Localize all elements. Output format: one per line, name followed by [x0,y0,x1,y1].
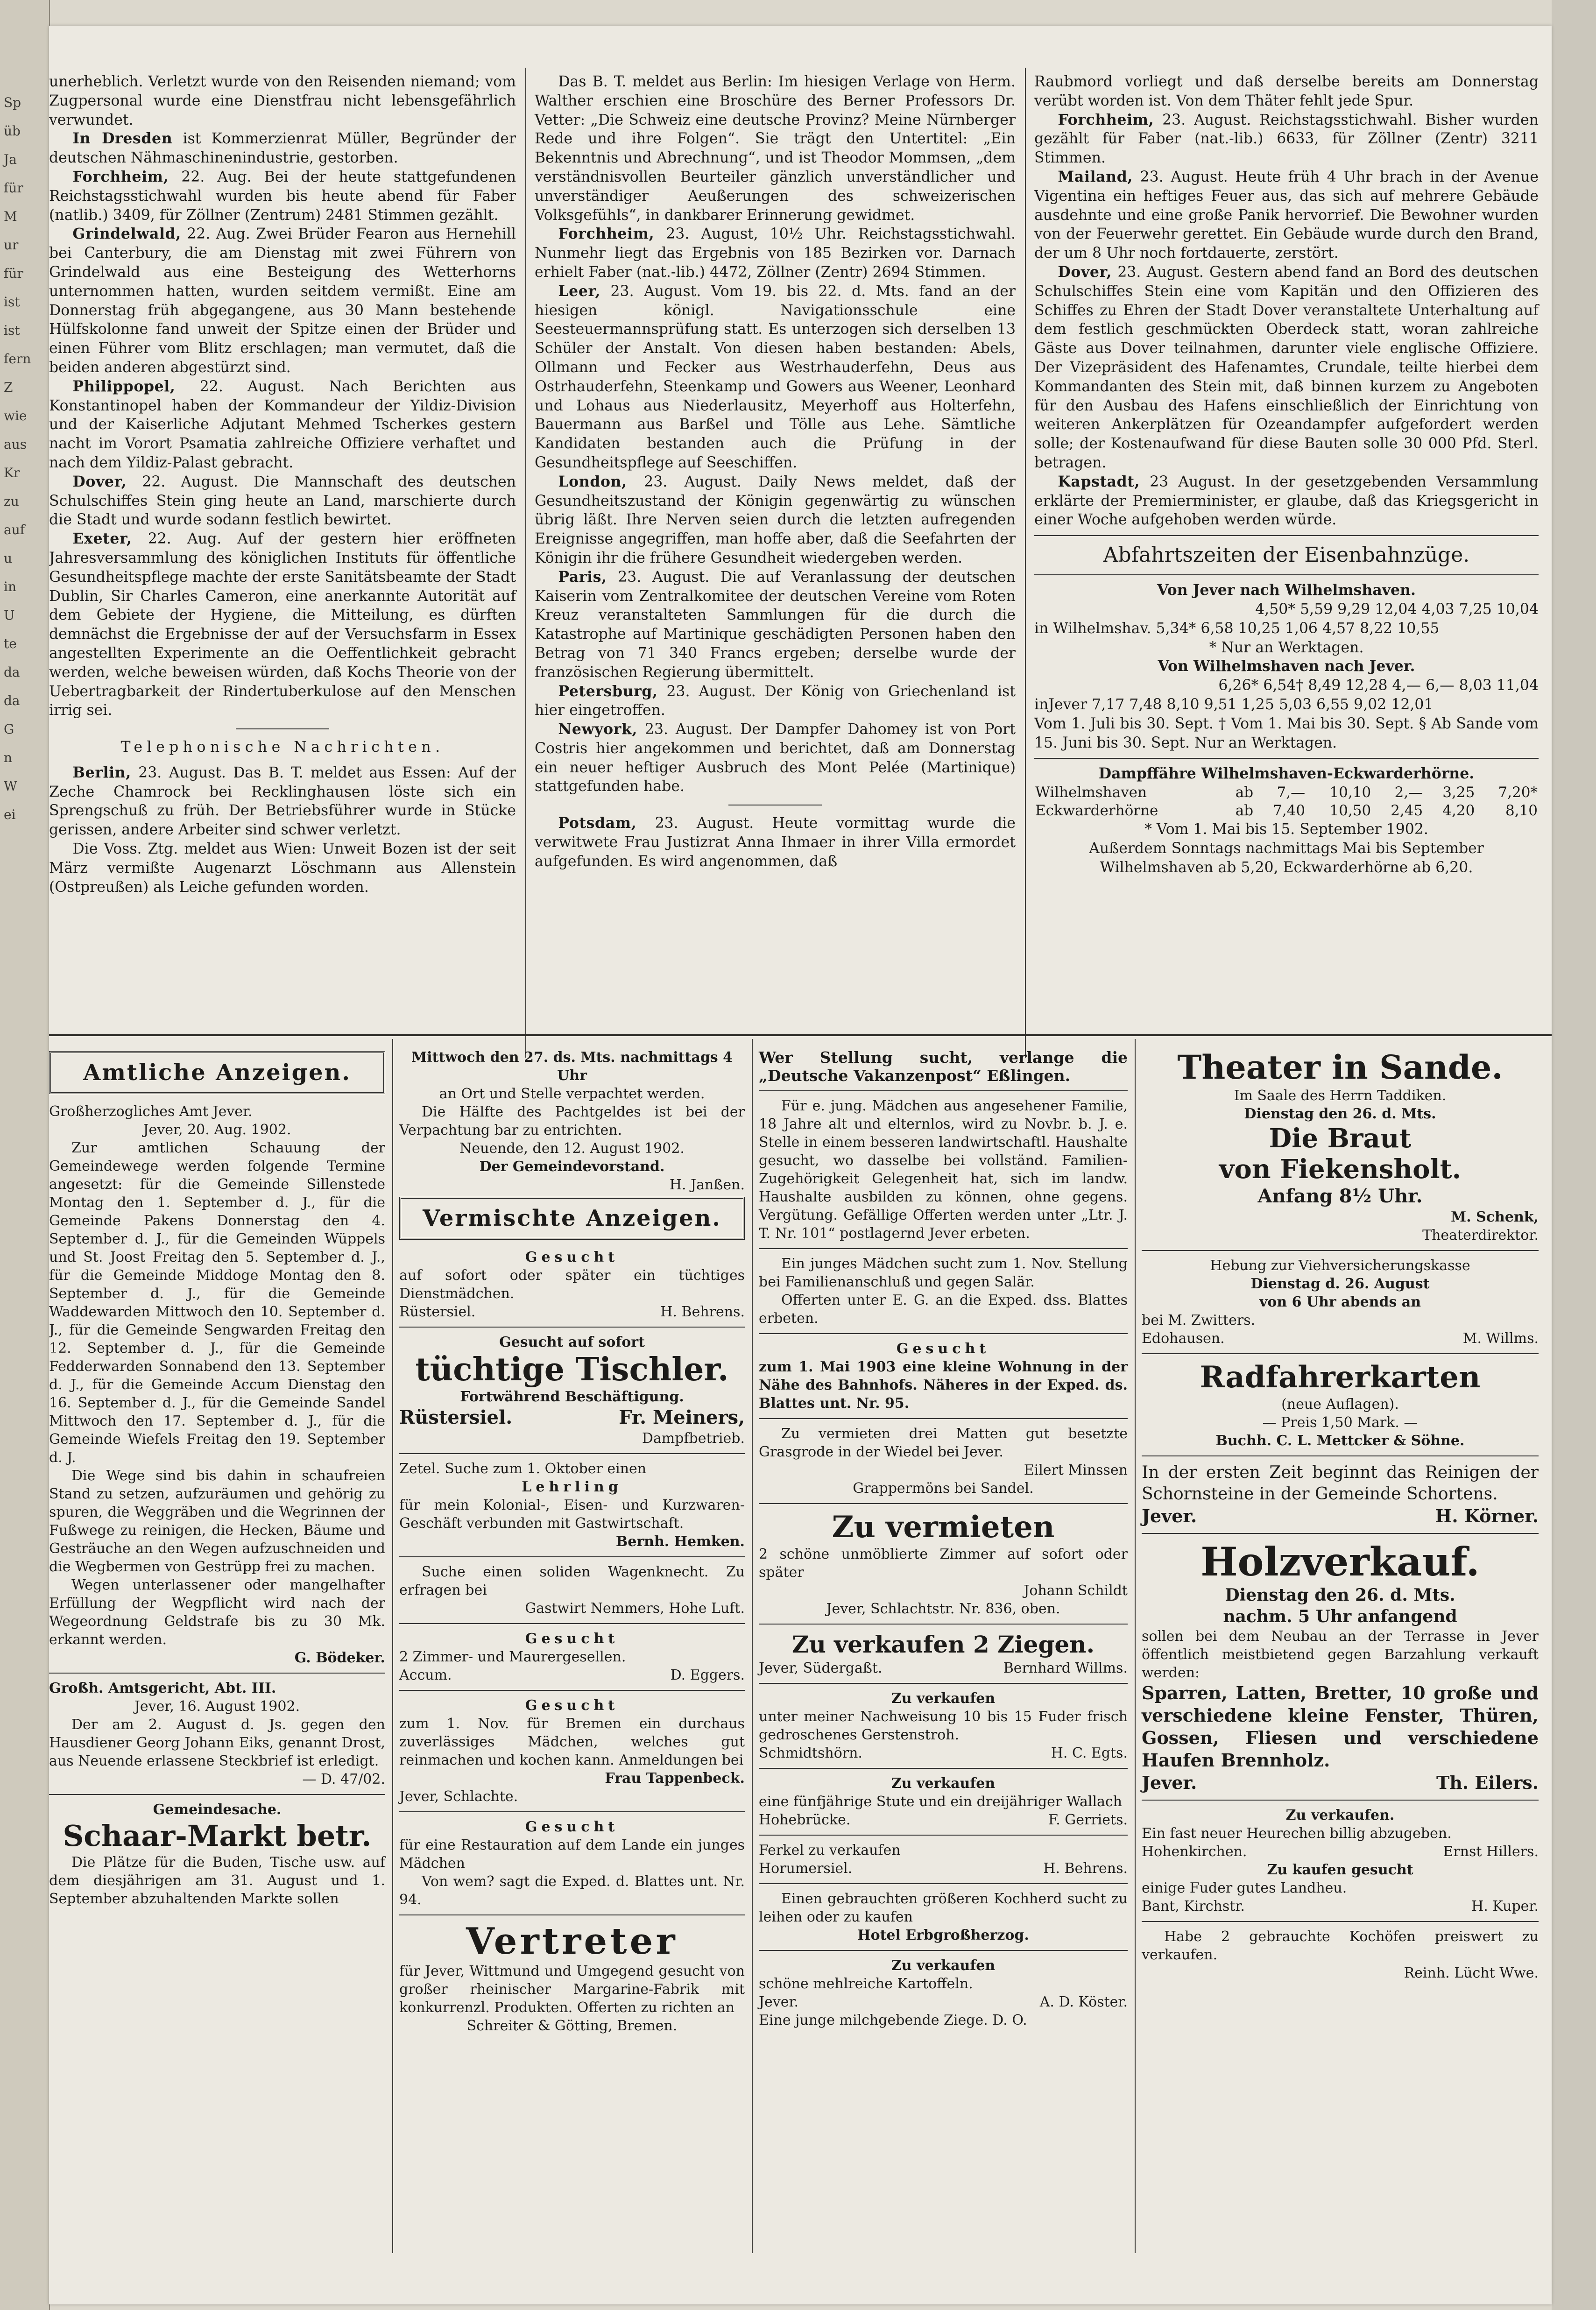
ad-line: Dienstag d. 26. August [1250,1276,1430,1292]
ad-line: Horumersiel. H. Behrens. [759,1860,1128,1877]
ad-text: Zetel. Suche zum 1. Oktober einen [399,1461,647,1477]
separator [759,1835,1128,1836]
ad-text: Habe 2 gebrauchte Kochöfen preiswert zu verkaufen. [1142,1929,1539,1963]
timetable-note: * Nur an Werktagen. [1209,639,1364,656]
ad-heading: tüchtige Tischler. [415,1351,729,1388]
news-paragraph: Petersburg, 23. August. Der König von Griechenland ist hier eingetroffen. [535,682,1016,719]
ferry-title: Dampffähre Wilhelmshaven-Eckwarderhörne. [1098,765,1475,783]
ad-heading: Zu verkaufen [891,1957,996,1974]
margin-fragment: n [4,750,13,765]
separator [1142,1800,1539,1801]
ad-text: Ein junges Mädchen sucht zum 1. Nov. Stellung bei Familienanschluß und gegen Salär. [759,1256,1128,1290]
timetable-note: Vom 1. Juli bis 30. Sept. † Vom 1. Mai bis 30. Sept. § Ab Sande vom 15. Juni bis 30. Sept. Nur an Werktagen. [1034,715,1539,751]
ad-line: Jever, Schlachte. [399,1788,518,1805]
margin-fragment: Ja [4,152,17,167]
news-paragraph: unerheblich. Verletzt wurde von den Reisenden niemand; vom Zugpersonal wurde eine Dienstfrau nicht lebensgefährlich verwundet. [49,73,516,128]
separator [1142,1353,1539,1354]
news-paragraph: London, 23. August. Daily News meldet, daß der Gesundheitszustand der Königin gegenwärtig zu wünschen übrig läßt. Ihre Nerven seien durch die letzten aufregenden Ereignisse angegriffen, man hoffe aber, daß die Seefahrten der Königin ihr die frühere Gesundheit wiedergeben werden. [535,473,1016,566]
separator [1142,1455,1539,1456]
news-paragraph: Forchheim, 22. Aug. Bei der heute stattgefundenen Reichstagsstichwahl wurden bis heute abend für Faber (natlib.) 3409, für Zöllner (Zentrum) 2481 Stimmen gezählt. [49,168,516,224]
ad-text: für Jever, Wittmund und Umgegend gesucht von großer rheinischer Margarine-Fabrik mit konkurrenzl. Produkten. Offerten zu richten an [399,1963,745,2016]
ad-line: Jever, 20. Aug. 1902. [143,1122,291,1138]
ad-heading: Holzverkauf. [1201,1539,1480,1585]
margin-fragment: für [4,180,23,196]
ads-column-4 [1142,1048,1539,1982]
news-paragraph: Newyork, 23. August. Der Dampfer Dahomey ist von Port Costris hier angekommen und berichtet, daß am Donnerstag ein neuer heftiger Ausbruch des Mont Pelée (Martinique) stattgefunden habe. [535,721,1016,795]
timetable-subtitle: Von Wilhelmshaven nach Jever. [1158,657,1415,675]
ad-line: Edohausen. M. Willms. [1142,1330,1539,1347]
separator [399,1811,745,1812]
margin-fragment: Z [4,380,13,395]
news-paragraph: Dover, 22. August. Die Mannschaft des deutschen Schulschiffes Stein ging heute an Land, marschierte durch die Stadt und wurde sodann festlich bewirtet. [49,473,516,529]
column-rule [392,1039,393,2253]
margin-fragment: ur [4,237,19,253]
ad-signature: Schreiter & Götting, Bremen. [466,2018,678,2034]
ad-line: Großh. Amtsgericht, Abt. III. [49,1680,276,1696]
margin-fragment: in [4,579,16,594]
ferry-row: Eckwarderhörne ab 7,40 10,50 2,45 4,20 8,10 [1035,802,1538,819]
ads-column-1 [49,1048,385,1908]
ad-text: Suche einen soliden Wagenknecht. Zu erfragen bei [399,1564,745,1598]
ad-line: nachm. 5 Uhr anfangend [1223,1607,1457,1626]
ad-line: Hebung zur Viehversicherungskasse [1210,1257,1470,1274]
margin-fragment: da [4,664,20,680]
ad-text: Zu vermieten drei Matten gut besetzte Grasgrode in der Wiedel bei Jever. [759,1426,1128,1460]
ad-signature: Eilert Minssen [1024,1462,1128,1478]
news-column-3 [1034,72,1539,877]
column-rule [1135,1039,1136,2253]
ad-line: Jever, 16. August 1902. [134,1698,300,1715]
ad-text: Die Hälfte des Pachtgeldes ist bei der Verpachtung bar zu entrichten. [399,1104,745,1138]
ferry-note: * Vom 1. Mai bis 15. September 1902. [1144,821,1428,838]
separator [759,1883,1128,1884]
separator [399,1327,745,1328]
ad-heading: Zu verkaufen [891,1690,996,1707]
timetable-subtitle: Von Jever nach Wilhelmshaven. [1157,581,1416,599]
separator [49,1673,385,1674]
ad-line: Im Saale des Herrn Taddiken. [1234,1088,1447,1104]
news-paragraph: Leer, 23. August. Vom 19. bis 22. d. Mts. fand an der hiesigen königl. Navigationsschule eine Seesteuermannsprüfung statt. Es unterzogen sich derselben 13 Schüler der Anstalt. Von diesen haben bestanden: Abels, Ollmann und Fecker aus Westrhauderfehn, Deus aus Ostrhauderfehn, Steenkamp und Gowers aus Weener, Leonhard und Lohaus aus Niederlausitz, Meyerhoff aus Holterfehn, Bauermann aus Barßel und Tölle aus Lehe. Sämtliche Kandidaten bestanden auch die Prüfung in der Gesundheitspflege auf Seeschiffen. [535,282,1016,471]
ad-text: 2 Zimmer- und Maurergesellen. [399,1649,626,1665]
ad-text: für mein Kolonial-, Eisen- und Kurzwaren-Geschäft verbunden mit Gastwirtschaft. [399,1497,745,1532]
news-paragraph: Raubmord vorliegt und daß derselbe bereits am Donnerstag verübt worden ist. Von dem Thäter fehlt jede Spur. [1034,73,1539,109]
ad-signature: Johann Schildt [1024,1582,1128,1599]
ad-text: Von wem? sagt die Exped. d. Blattes unt. Nr. 94. [399,1873,745,1908]
ad-line: Schmidtshörn. H. C. Egts. [759,1745,1128,1761]
news-paragraph: Potsdam, 23. August. Heute vormittag wurde die verwitwete Frau Justizrat Anna Ihmaer in ihrer Villa ermordet aufgefunden. Es wird angenommen, daß [535,814,1016,870]
ad-heading: Zu kaufen gesucht [1267,1862,1413,1878]
news-column-2 [535,72,1016,871]
separator [759,1090,1128,1091]
ad-signature: Bernh. Hemken. [615,1533,745,1550]
separator [759,1683,1128,1684]
ad-signature: G. Bödeker. [294,1650,385,1666]
margin-fragment: aus [4,437,27,452]
ad-line: (neue Auflagen). [1281,1396,1399,1413]
column-rule [525,68,526,1058]
news-column-1 [49,72,516,897]
ad-text: 2 schöne unmöblierte Zimmer auf sofort oder später [759,1546,1128,1581]
margin-fragment: für [4,266,23,281]
ad-line: Der Gemeindevorstand. [479,1159,665,1175]
ad-text: Einen gebrauchten größeren Kochherd sucht zu leihen oder zu kaufen [759,1891,1128,1925]
timetable-title: Abfahrtszeiten der Eisenbahnzüge. [1103,543,1470,567]
ad-line: Bant, Kirchstr. H. Kuper. [1142,1898,1539,1914]
section-divider [49,1034,1552,1036]
separator [1142,1250,1539,1251]
timetable-row: 4,50* 5,59 9,29 12,04 4,03 7,25 10,04 [1255,600,1539,618]
page-edge [1552,0,1596,2310]
separator [399,1914,745,1915]
ad-line: — Preis 1,50 Mark. — [1262,1414,1418,1431]
ad-text: Für e. jung. Mädchen aus angesehener Familie, 18 Jahre alt und elternlos, wird zu Novbr. b. J. e. Stelle in einem besseren landwirtschaftl. Haushalte gesucht, wo dasselbe bei vollständ. Familien-Zugehörigkeit Gelegenheit hat, sich im landw. Haushalte ausbilden zu können, ohne gegens. Vergütung. Gefällige Offerten werden unter „Ltr. J. T. Nr. 101“ postlagernd Jever erbeten. [759,1098,1128,1242]
ad-heading: Zu verkaufen. [1285,1807,1395,1823]
ad-text: Ein fast neuer Heurechen billig abzugeben. [1142,1825,1452,1842]
ad-signature: M. Schenk, [1451,1209,1539,1225]
ferry-table [1034,784,1539,820]
news-paragraph: Exeter, 22. Aug. Auf der gestern hier eröffneten Jahresversammlung des königlichen Instituts für öffentliche Gesundheitspflege machte der erste Sanitätsbeamte der Stadt Dublin, Sir Charles Cameron, eine anerkannte Autorität auf dem Gebiete der Hygiene, die Mitteilung, es dürften demnächst die Ergebnisse der auf der Versuchsfarm in Essex angestellten Experimente an die Oeffentlichkeit gebracht werden, welche beweisen würden, daß Kochs Theorie von der Uebertragbarkeit der Rindertuberkulose auf den Menschen irrig sei. [49,530,516,719]
ad-text: Offerten unter E. G. an die Exped. dss. Blattes erbeten. [759,1292,1128,1327]
timetable-row: 6,26* 6,54† 8,49 12,28 4,— 6,— 8,03 11,04 [1218,677,1539,694]
separator [759,1333,1128,1334]
separator [399,1556,745,1557]
news-paragraph: Berlin, 23. August. Das B. T. meldet aus Essen: Auf der Zeche Chamrock bei Recklinghausen löste sich ein Sprengschuß zu früh. Der Betriebsführer wurde in Stücke gerissen, andere Arbeiter sind schwer verletzt. [49,763,516,839]
ad-line: Jever. A. D. Köster. [759,1994,1128,2010]
ad-heading: Theater in Sande. [1177,1048,1503,1087]
margin-fragment: wie [4,408,27,424]
column-rule [752,1039,753,2253]
ad-text: unter meiner Nachweisung 10 bis 15 Fuder frisch gedroschenes Gerstenstroh. [759,1709,1128,1743]
timetable-row: in Wilhelmshav. 5,34* 6,58 10,25 1,06 4,57 8,22 10,55 [1034,620,1440,637]
news-paragraph: Mailand, 23. August. Heute früh 4 Uhr brach in der Avenue Vigentina ein heftiges Feuer aus, das sich auf mehrere Gebäude ausdehnte und eine große Panik hervorrief. Die Bewohner wurden von der Feuerwehr gerettet. Ein Gebäude wurde durch den Brand, der um 8 Uhr noch fortdauerte, zerstört. [1034,168,1539,262]
margin-fragment: U [4,608,15,623]
ad-line: von 6 Uhr abends an [1259,1294,1421,1310]
ad-signature: Reinh. Lücht Wwe. [1404,1965,1539,1981]
newspaper-page [49,26,1552,2304]
ad-heading: Gesucht [525,1249,619,1265]
ad-line: bei M. Zwitters. [1142,1312,1256,1328]
separator [1142,1533,1539,1534]
ads-section-heading: Vermischte Anzeigen. [399,1197,745,1240]
ad-heading: Gesucht [525,1819,619,1835]
ad-text: Die Wege sind bis dahin in schaufreien Stand zu setzen, aufzuräumen und gehörig zu spuren, die Weggräben und die Wegrinnen der Fußwege zu reinigen, die Hecken, Bäume und Gesträuche an den Wegen aufzuschneiden und die Wegbermen von Gestrüpp frei zu machen. [49,1468,385,1575]
section-heading: Telephonische Nachrichten. [120,739,445,756]
news-paragraph: In Dresden ist Kommerzienrat Müller, Begründer der deutschen Nähmaschinenindustrie, gestorben. [49,130,516,167]
ad-heading: Zu verkaufen 2 Ziegen. [792,1631,1095,1658]
margin-fragment: ist [4,294,20,310]
ad-line: Jever, Südergaßt. Bernhard Willms. [759,1660,1128,1676]
news-paragraph: Dover, 23. August. Gestern abend fand an Bord des deutschen Schulschiffes Stein eine vom Kapitän und den Offizieren des Schiffes zu Ehren der Stadt Dover veranstaltete Unterhaltung auf dem festlich geschmückten Oberdeck statt, woran zahlreiche Gäste aus Dover teilnahmen, darunter viele englische Offiziere. Der Vizepräsident des Hafenamtes, Crundale, teilte hierbei dem Kommandanten des Stein mit, daß binnen kurzem zu Angeboten für den Ausbau des Hafens einschließlich der Einrichtung von weiteren Ankerplätzen für Ozeandampfer aufgefordert werden solle; der Kostenaufwand für diese Bauten solle 30 000 Pfd. Sterl. betragen. [1034,263,1539,471]
ad-text: schöne mehlreiche Kartoffeln. [759,1976,973,1992]
separator [759,1503,1128,1504]
ad-heading: Die Braut [1269,1123,1412,1154]
ad-heading: Lehrling [522,1479,622,1495]
ad-heading: Gesucht [896,1341,990,1357]
ad-line: Dampfbetrieb. [642,1430,745,1447]
news-paragraph: Forchheim, 23. August. Reichstagsstichwahl. Bisher wurden gezählt für Faber (nat.-lib.) 6633, für Zöllner (Zentr) 3211 Stimmen. [1034,111,1539,167]
margin-fragment: auf [4,522,25,537]
ad-line: — D. 47/02. [302,1771,385,1787]
ad-signature: Hotel Erbgroßherzog. [857,1927,1029,1943]
ads-column-2 [399,1048,745,2035]
separator [1034,758,1539,759]
margin-fragment: üb [4,123,21,139]
ad-text: zum 1. Nov. für Bremen ein durchaus zuverlässiges Mädchen, welches gut reinmachen und kochen kann. Anmeldungen bei [399,1716,745,1768]
news-paragraph: Kapstadt, 23 August. In der gesetzgebenden Versammlung erklärte der Premierminister, er glaube, daß das Kriegsgericht in einer Woche aufgehoben werden würde. [1034,473,1539,529]
ad-line: Rüstersiel. H. Behrens. [399,1304,745,1320]
margin-fragment: fern [4,351,31,367]
news-paragraph: Das B. T. meldet aus Berlin: Im hiesigen Verlage von Herm. Walther erschien eine Broschüre des Berner Professors Dr. Vetter: „Die Schweiz eine deutsche Provinz? Meine Nürnberger Rede und ihre Folgen“. Sie trägt den Untertitel: „Ein Bekenntnis und Abrechnung“, und ist Theodor Mommsen, „dem verständnisvollen Beurteiler gänzlich unverständlicher und unverständiger Aeußerungen des schweizerischen Volksgefühls“, in dankbarer Erinnerung gewidmet. [535,73,1016,224]
separator [49,1794,385,1795]
margin-fragment: ei [4,807,16,822]
ad-heading: Schaar-Markt betr. [63,1819,372,1853]
ferry-row: Wilhelmshaven ab 7,— 10,10 2,— 3,25 7,20* [1035,784,1538,801]
ad-text: sollen bei dem Neubau an der Terrasse in Jever öffentlich meistbietend gegen Barzahlung verkauft werden: [1142,1628,1539,1681]
ad-line: Gemeindesache. [153,1801,282,1818]
ad-line: Anfang 8½ Uhr. [1257,1185,1423,1207]
margin-fragment: G [4,721,14,737]
ad-signature: Frau Tappenbeck. [605,1770,745,1787]
ad-heading: Vertreter [466,1920,678,1963]
ad-line: Jever. H. Körner. [1142,1505,1539,1526]
timetable-row: inJever 7,17 7,48 8,10 9,51 1,25 5,03 6,55 9,02 12,01 [1034,696,1434,713]
ad-line: Gesucht auf sofort [499,1334,645,1350]
ad-line: Jever. Th. Eilers. [1142,1772,1539,1793]
separator [759,1624,1128,1625]
news-paragraph: Paris, 23. August. Die auf Veranlassung der deutschen Kaiserin vom Zentralkomitee der deutschen Vereine vom Roten Kreuz veranstalteten Sammlungen für die durch die Katastrophe auf Martinique geschädigten Personen haben den Betrag von 71 340 Francs ergeben; derselbe wurde der französischen Regierung übermittelt. [535,568,1016,681]
ad-text: In der ersten Zeit beginnt das Reinigen der Schornsteine in der Gemeinde Schortens. [1142,1463,1539,1504]
ad-text: eine fünfjährige Stute und ein dreijähriger Wallach [759,1794,1123,1810]
ad-line: Wer Stellung sucht, verlange die „Deutsche Vakanzenpost“ Eßlingen. [759,1048,1128,1085]
ad-line: Hohebrücke. F. Gerriets. [759,1812,1128,1828]
separator [399,1690,745,1691]
ad-heading: Radfahrerkarten [1200,1360,1481,1395]
column-rule [1025,68,1026,1058]
margin-fragment: W [4,778,17,794]
margin-fragment: zu [4,494,19,509]
separator [399,1623,745,1624]
margin-fragment: M [4,209,17,224]
ad-text: Die Plätze für die Buden, Tische usw. auf dem diesjährigen am 31. August und 1. September abzuhaltenden Markte sollen [49,1854,385,1907]
separator [1034,574,1539,575]
ad-line: Buchh. C. L. Mettcker & Söhne. [1215,1433,1465,1449]
ad-line: an Ort und Stelle verpachtet werden. [439,1086,705,1102]
news-paragraph: Die Voss. Ztg. meldet aus Wien: Unweit Bozen ist der seit März vermißte Augenarzt Löschmann aus Allenstein (Ostpreußen) als Leiche gefunden worden. [49,841,516,896]
ad-line: Grappermöns bei Sandel. [853,1480,1034,1497]
ad-line: Jever, Schlachtstr. Nr. 836, oben. [826,1601,1060,1617]
ad-line: Fortwährend Beschäftigung. [460,1389,684,1405]
ad-line: Dienstag den 26. d. Mts. [1244,1106,1436,1122]
separator [759,1418,1128,1419]
ad-text: auf sofort oder später ein tüchtiges Dienstmädchen. [399,1267,745,1302]
ad-line: H. Janßen. [669,1177,745,1193]
ad-line: Dienstag den 26. d. Mts. [1225,1585,1455,1605]
ad-line: Accum. D. Eggers. [399,1667,745,1683]
ad-heading: von Fiekensholt. [1219,1154,1462,1185]
ad-heading: Gesucht [525,1631,619,1647]
ad-text: Eine junge milchgebende Ziege. D. O. [759,2012,1027,2028]
separator [236,728,329,729]
ad-heading: Zu verkaufen [891,1775,996,1792]
news-paragraph: Philippopel, 22. August. Nach Berichten aus Konstantinopel haben der Kommandeur der Yildiz-Division und der Kaiserliche Adjutant Mehmed Tscherkes gestern nacht im Vorort Psamatia zahlreiche Offiziere verhaftet und nach dem Yildiz-Palast gebracht. [49,377,516,471]
previous-page-margin [0,0,50,2310]
separator [759,1248,1128,1249]
ad-line: Mittwoch den 27. ds. Mts. nachmittags 4 Uhr [411,1049,733,1084]
ads-column-3 [759,1048,1128,2029]
margin-fragment: Kr [4,465,20,480]
ad-text: Sparren, Latten, Bretter, 10 große und verschiedene kleine Fenster, Thüren, Gossen, Fliesen und verschiedene Haufen Brennholz. [1142,1682,1539,1771]
separator [1034,535,1539,536]
separator [759,1950,1128,1951]
ad-signature: Gastwirt Nemmers, Hohe Luft. [525,1600,745,1617]
margin-fragment: te [4,636,17,651]
margin-fragment: da [4,693,20,708]
ad-line: Rüstersiel. Fr. Meiners, [399,1406,745,1428]
margin-fragment: u [4,551,13,566]
news-paragraph: Grindelwald, 22. Aug. Zwei Brüder Fearon aus Hernehill bei Canterbury, die am Dienstag mit zwei Führern von Grindelwald aus eine Besteigung des Wetterhorns unternommen hatten, wurden seitdem vermißt. Eine am Donnerstag früh abgegangene, aus 30 Mann bestehende Hülfskolonne fand unweit der Spitze einen der Brüder und einen Führer vom Blitz erschlagen; man vermutet, daß die beiden anderen abgestürzt sind. [49,225,516,376]
ad-text: Wegen unterlassener oder mangelhafter Erfüllung der Wegpflicht wird nach der Wegeordnung Geldstrafe bis zu 30 Mk. erkannt werden. [49,1577,385,1648]
margin-fragment: ist [4,323,20,338]
ferry-note: Außerdem Sonntags nachmittags Mai bis September Wilhelmshaven ab 5,20, Eckwarderhörne ab 6,20. [1089,840,1484,876]
ad-line: Großherzogliches Amt Jever. [49,1103,253,1120]
ad-text: Ferkel zu verkaufen [759,1842,901,1858]
ad-text: zum 1. Mai 1903 eine kleine Wohnung in der Nähe des Bahnhofs. Näheres in der Exped. ds. Blattes unt. Nr. 95. [759,1359,1128,1412]
separator [399,1453,745,1454]
ads-section-heading: Amtliche Anzeigen. [49,1051,385,1094]
separator [1142,1921,1539,1922]
ad-heading: Gesucht [525,1697,619,1714]
ad-line: Hohenkirchen. Ernst Hillers. [1142,1844,1539,1860]
ad-heading: Zu vermieten [832,1510,1055,1545]
ad-text: Der am 2. August d. Js. gegen den Hausdiener Georg Johann Eiks, genannt Drost, aus Neuende erlassene Steckbrief ist erledigt. [49,1717,385,1769]
separator [759,1768,1128,1769]
ad-line: Theaterdirektor. [1422,1227,1539,1243]
ad-text: einige Fuder gutes Landheu. [1142,1880,1347,1896]
margin-fragment: Sp [4,95,21,110]
ad-text: Zur amtlichen Schauung der Gemeindewege werden folgende Termine angesetzt: für die Gemeinde Sillenstede Montag den 1. September d. J., für die Gemeinde Pakens Donnerstag den 4. September d. J., für die Gemeinden Wüppels und St. Joost Freitag den 5. September d. J., für die Gemeinde Middoge Montag den 8. September d. J., für die Gemeinde Waddewarden Mittwoch den 10. September d. J., für die Gemeinde Sengwarden Freitag den 12. September d. J., für die Gemeinde Fedderwarden Sonnabend den 13. September d. J., für die Gemeinde Accum Dienstag den 16. September d. J., für die Gemeinde Sandel Mittwoch den 17. September d. J., für die Gemeinde Wiefels Freitag den 19. September d. J. [49,1140,385,1466]
ad-text: für eine Restauration auf dem Lande ein junges Mädchen [399,1837,745,1872]
ad-line: Neuende, den 12. August 1902. [459,1140,685,1157]
news-paragraph: Forchheim, 23. August, 10½ Uhr. Reichstagsstichwahl. Nunmehr liegt das Ergebnis von 185 Bezirken vor. Darnach erhielt Faber (nat.-lib.) 4472, Zöllner (Zentr) 2694 Stimmen. [535,225,1016,281]
